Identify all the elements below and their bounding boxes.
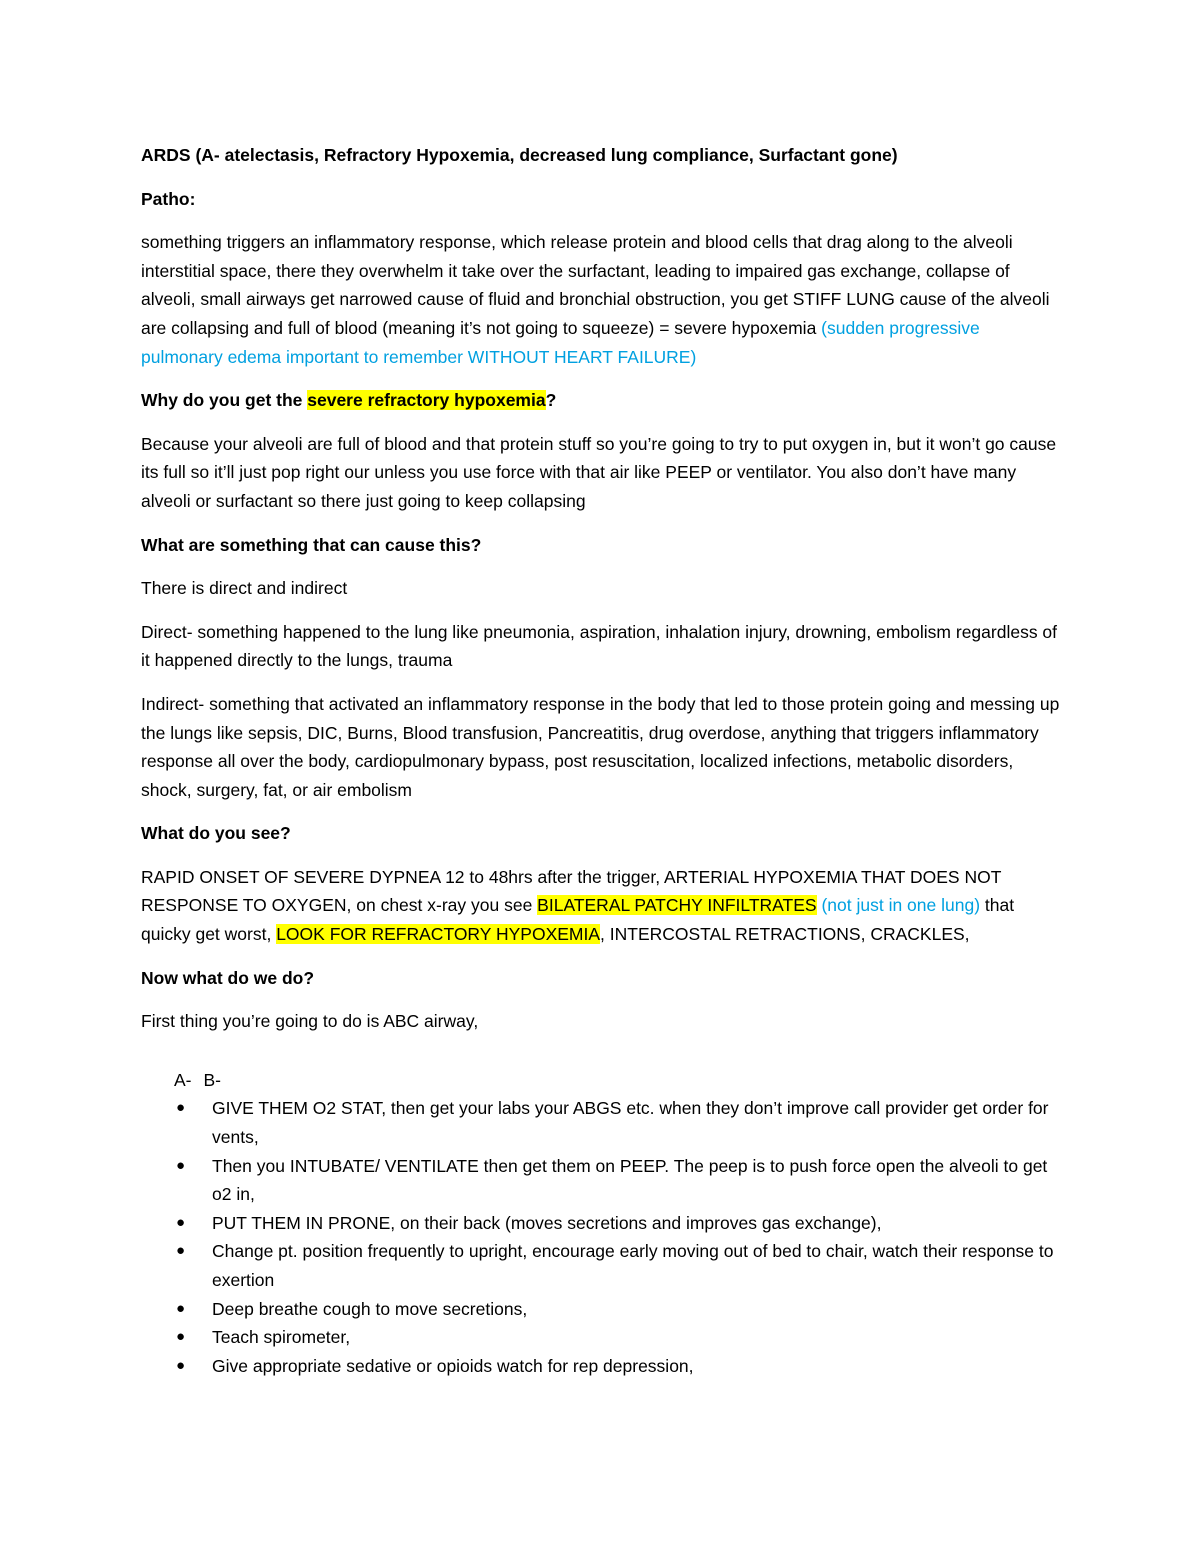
- causes-indirect: Indirect- something that activated an inflammatory response in the body that led to those protein going and messing up the lungs like sepsis, DIC, Burns, Blood transfusion, Pancreatitis, drug overdose, anything that triggers inflammatory response all over the body, cardiopulmonary bypass, post resuscitation, localized infections, metabolic disorders, shock, surgery, fat, or air embolism: [141, 693, 1060, 800]
- list-item: [176, 1295, 1066, 1324]
- list-item-text: Teach spirometer,: [212, 1327, 351, 1348]
- list-item-text: Give appropriate sedative or opioids watch for rep depression,: [212, 1355, 694, 1376]
- document-title: ARDS (A- atelectasis, Refractory Hypoxemia, decreased lung compliance, Surfactant gone): [141, 145, 898, 165]
- patho-paragraph: [141, 228, 1066, 371]
- bullet-icon: ●: [176, 1242, 186, 1260]
- list-item: [176, 1209, 1066, 1238]
- why-answer: Because your alveoli are full of blood and that protein stuff so you’re going to try to put oxygen in, but it won’t go cause its full so it’ll just pop right our unless you use force with that air like PEEP or ventilator. You also don’t have many alveoli or surfactant so there just going to keep collapsing: [141, 433, 1057, 511]
- document-page: [141, 141, 1066, 1380]
- bullet-icon: ●: [176, 1328, 186, 1346]
- bullet-icon: ●: [176, 1156, 186, 1174]
- list-item-text: PUT THEM IN PRONE, on their back (moves secretions and improves gas exchange),: [212, 1212, 882, 1233]
- why-question-post: ?: [545, 390, 557, 411]
- marker-a: A-: [174, 1069, 192, 1090]
- patho-note: (sudden progressive pulmonary edema important to remember WITHOUT HEART FAILURE): [141, 317, 980, 367]
- bullet-icon: ●: [176, 1213, 186, 1231]
- causes-question: What are something that can cause this?: [141, 534, 482, 555]
- why-question: [141, 386, 1066, 415]
- bullet-icon: ●: [176, 1299, 186, 1317]
- list-item-text: Deep breathe cough to move secretions,: [212, 1298, 528, 1319]
- todo-question: Now what do we do?: [141, 967, 315, 988]
- treatment-bullet-list: [141, 1094, 1066, 1380]
- see-text-1: RAPID ONSET OF SEVERE DYPNEA 12 to 48hrs after the trigger, ARTERIAL HYPOXEMIA THAT DOES NOT RESPONSE TO OXYGEN, on chest x-ray you see: [141, 866, 1002, 916]
- bullet-icon: ●: [176, 1356, 186, 1374]
- see-highlight-infiltrates: BILATERAL PATCHY INFILTRATES: [537, 895, 817, 916]
- bullet-icon: ●: [176, 1099, 186, 1117]
- why-question-pre: Why do you get the: [141, 390, 308, 411]
- causes-direct: Direct- something happened to the lung like pneumonia, aspiration, inhalation injury, drowning, embolism regardless of it happened directly to the lungs, trauma: [141, 621, 1058, 671]
- list-item-text: Change pt. position frequently to upright, encourage early moving out of bed to chair, watch their response to exertion: [212, 1241, 1054, 1290]
- patho-heading: Patho:: [141, 188, 196, 209]
- see-text-2: that quicky get worst,: [141, 895, 1015, 945]
- marker-b: B-: [203, 1069, 221, 1090]
- list-item-text: GIVE THEM O2 STAT, then get your labs your ABGS etc. when they don’t improve call provider get order for vents,: [212, 1098, 1049, 1148]
- ab-list-markers: [174, 1066, 1066, 1095]
- why-question-highlight: severe refractory hypoxemia: [307, 390, 546, 411]
- see-text-3: , INTERCOSTAL RETRACTIONS, CRACKLES,: [600, 924, 970, 945]
- list-item: [176, 1352, 1066, 1381]
- see-paragraph: [141, 863, 1066, 949]
- list-item: [176, 1237, 1066, 1294]
- causes-intro: There is direct and indirect: [141, 578, 348, 599]
- list-item: [176, 1152, 1066, 1209]
- list-item: [176, 1323, 1066, 1352]
- see-highlight-refractory: LOOK FOR REFRACTORY HYPOXEMIA: [276, 924, 601, 945]
- todo-intro: First thing you’re going to do is ABC airway,: [141, 1011, 479, 1032]
- list-item: [176, 1094, 1066, 1151]
- see-question: What do you see?: [141, 823, 291, 844]
- list-item-text: Then you INTUBATE/ VENTILATE then get them on PEEP. The peep is to push force open the alveoli to get o2 in,: [212, 1155, 1048, 1205]
- patho-text: something triggers an inflammatory response, which release protein and blood cells that drag along to the alveoli interstitial space, there they overwhelm it take over the surfactant, leading to impaired gas exchange, collapse of alveoli, small airways get narrowed cause of fluid and bronchial obstruction, you get STIFF LUNG cause of the alveoli are collapsing and full of blood (meaning it’s not going to squeeze) = severe hypoxemia: [141, 232, 1050, 338]
- see-note-lung: (not just in one lung): [816, 895, 981, 916]
